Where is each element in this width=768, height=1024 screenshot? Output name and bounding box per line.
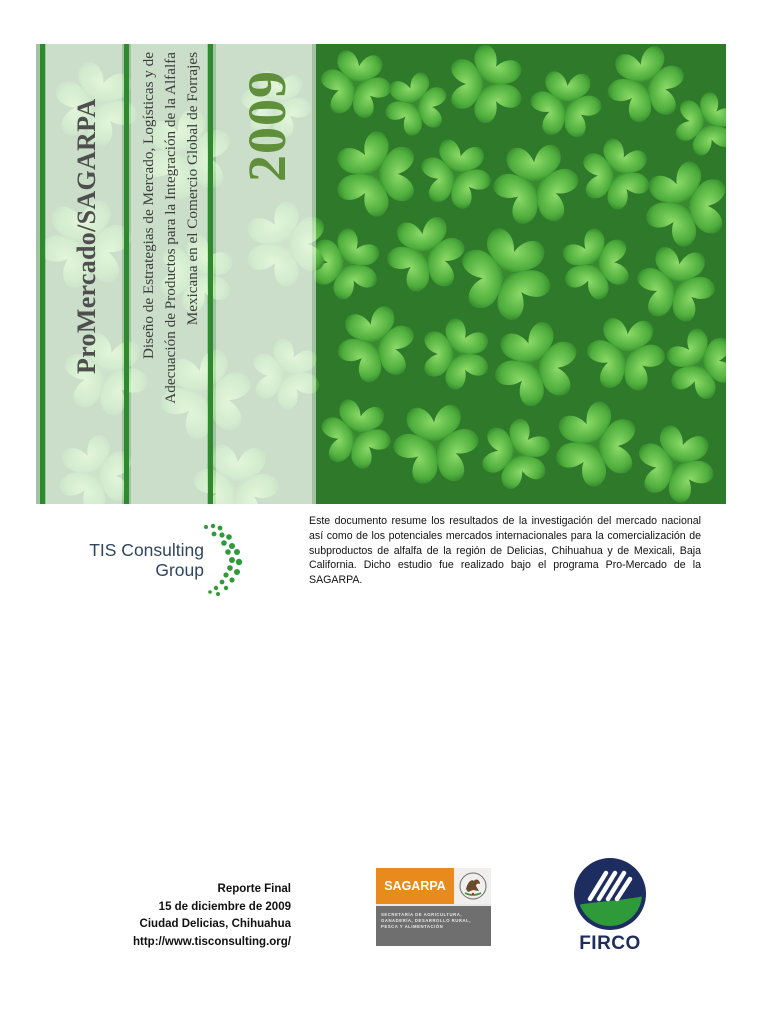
mexico-seal-icon xyxy=(458,871,488,901)
report-url[interactable]: http://www.tisconsulting.org/ xyxy=(132,935,291,948)
report-type: Reporte Final xyxy=(217,883,291,895)
dot-swirl-icon xyxy=(202,522,246,598)
firco-wordmark: FIRCO xyxy=(579,933,641,954)
cover-banner xyxy=(36,44,726,504)
logo-line: TIS Consulting xyxy=(89,540,204,560)
stripe-line xyxy=(40,44,45,504)
tis-consulting-logo xyxy=(88,522,248,602)
sagarpa-wordmark: SAGARPA xyxy=(376,868,454,904)
subtitle-line: Mexicana en el Comercio Global de Forrajes xyxy=(184,52,201,326)
cover-title: ProMercado/SAGARPA xyxy=(72,98,101,374)
logo-text xyxy=(88,540,204,580)
stripe-line xyxy=(124,44,129,504)
stripe-line xyxy=(208,44,213,504)
abstract-text: Este documento resume los resultados de la investigación del mercado nacional así como de los potenciales mercados internacionales para la comercialización de subproductos de alfalfa de la región de Delicias, Chihuahua y de Mexicali, Baja California. Dicho estudio fue realizado bajo el programa Pro-Mercado de la SAGARPA. xyxy=(309,515,701,587)
sagarpa-tagline: SECRETARÍA DE AGRICULTURA, GANADERÍA, DESARROLLO RURAL, PESCA Y ALIMENTACIÓN xyxy=(376,906,491,946)
firco-logo xyxy=(570,855,650,955)
report-info xyxy=(100,881,291,951)
cover-year: 2009 xyxy=(237,70,297,182)
report-date: 15 de diciembre de 2009 xyxy=(158,900,291,913)
subtitle-line: Adecuación de Productos para la Integración de la Alfalfa xyxy=(162,52,179,404)
cover-subtitle xyxy=(138,52,204,482)
logo-line: Group xyxy=(155,560,204,580)
sagarpa-logo xyxy=(376,868,491,946)
firco-emblem-icon xyxy=(570,855,650,935)
subtitle-line: Diseño de Estrategias de Mercado, Logísticas y de xyxy=(140,52,157,360)
report-location: Ciudad Delicias, Chihuahua xyxy=(139,918,291,930)
